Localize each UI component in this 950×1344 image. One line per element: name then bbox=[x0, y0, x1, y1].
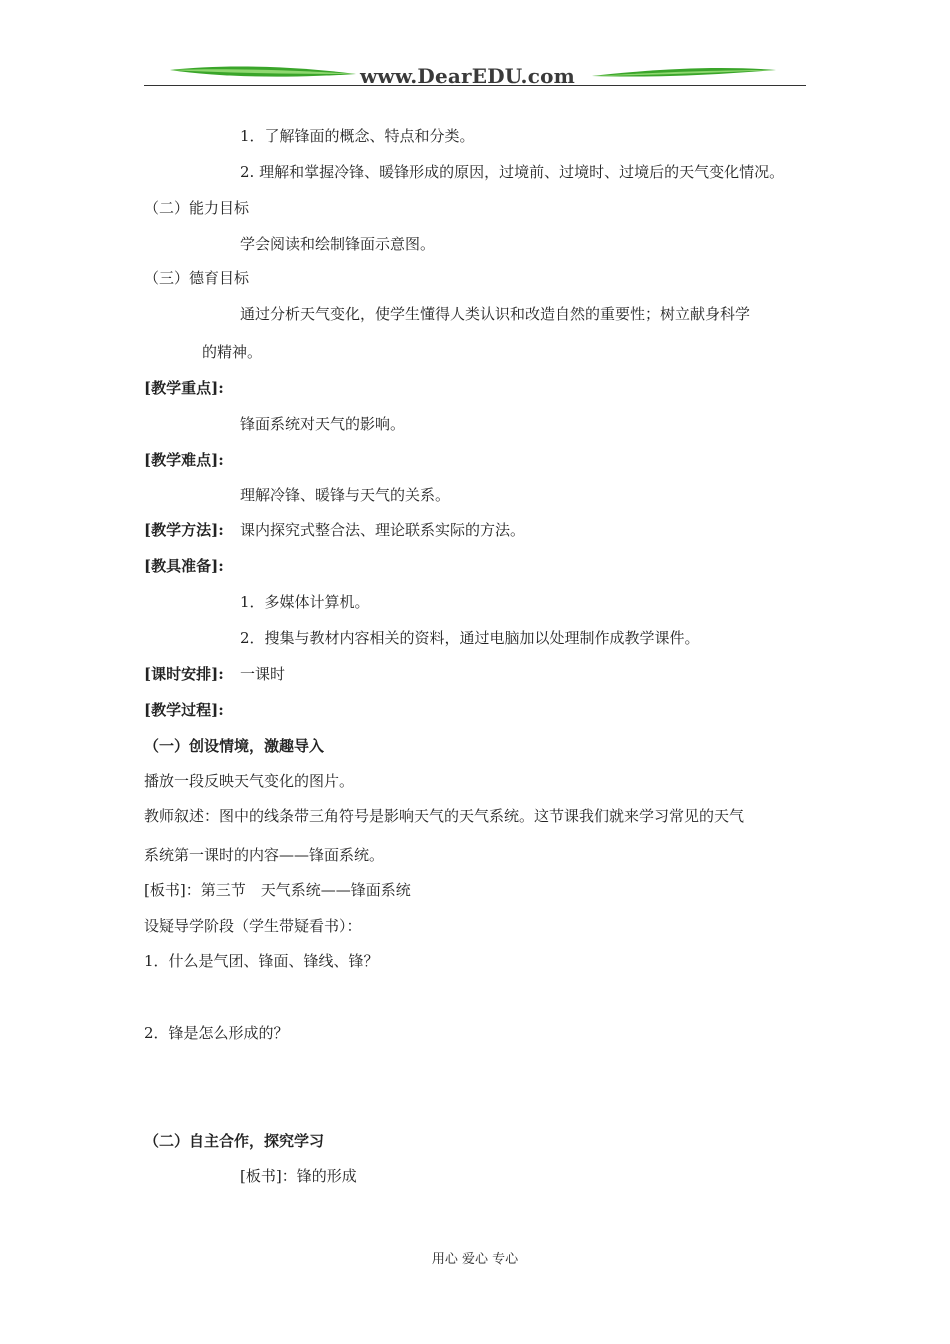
site-logo-text: www.DearEDU.com bbox=[360, 64, 576, 88]
paragraph: 一课时 bbox=[240, 665, 286, 683]
board-note: [板书]：锋的形成 bbox=[240, 1167, 357, 1185]
list-item: 2．锋是怎么形成的？ bbox=[144, 1024, 289, 1042]
section-label: [教具准备]: bbox=[144, 557, 224, 575]
paragraph: 学会阅读和绘制锋面示意图。 bbox=[240, 235, 436, 253]
page-footer: 用心 爱心 专心 bbox=[431, 1252, 519, 1267]
list-item: 1．多媒体计算机。 bbox=[240, 593, 370, 611]
paragraph: 课内探究式整合法、理论联系实际的方法。 bbox=[240, 521, 526, 539]
objective-item: 2. 理解和掌握冷锋、暖锋形成的原因，过境前、过境时、过境后的天气变化情况。 bbox=[240, 163, 785, 181]
paragraph: 设疑导学阶段（学生带疑看书）： bbox=[144, 917, 362, 935]
list-item: 2．搜集与教材内容相关的资料，通过电脑加以处理制作成教学课件。 bbox=[240, 629, 700, 647]
subheading: （二）自主合作，探究学习 bbox=[144, 1132, 325, 1150]
paragraph: 的精神。 bbox=[202, 343, 263, 361]
subheading: （二）能力目标 bbox=[144, 199, 250, 217]
header-rule bbox=[144, 85, 806, 86]
section-label: [教学难点]: bbox=[144, 451, 224, 469]
board-note: [板书]：第三节 天气系统——锋面系统 bbox=[144, 881, 411, 899]
section-label: [课时安排]: bbox=[144, 665, 224, 683]
paragraph: 系统第一课时的内容——锋面系统。 bbox=[144, 846, 385, 864]
paragraph: 锋面系统对天气的影响。 bbox=[240, 415, 406, 433]
objective-item: 1．了解锋面的概念、特点和分类。 bbox=[240, 127, 475, 145]
section-label: [教学过程]: bbox=[144, 701, 224, 719]
subheading: （一）创设情境，激趣导入 bbox=[144, 737, 325, 755]
paragraph: 通过分析天气变化，使学生懂得人类认识和改造自然的重要性；树立献身科学 bbox=[240, 305, 751, 323]
paragraph: 教师叙述：图中的线条带三角符号是影响天气的天气系统。这节课我们就来学习常见的天气 bbox=[144, 807, 745, 825]
section-label: [教学重点]: bbox=[144, 379, 224, 397]
section-label: [教学方法]: bbox=[144, 521, 224, 539]
subheading: （三）德育目标 bbox=[144, 269, 250, 287]
list-item: 1．什么是气团、锋面、锋线、锋？ bbox=[144, 952, 379, 970]
paragraph: 理解冷锋、暖锋与天气的关系。 bbox=[240, 486, 451, 504]
paragraph: 播放一段反映天气变化的图片。 bbox=[144, 772, 355, 790]
